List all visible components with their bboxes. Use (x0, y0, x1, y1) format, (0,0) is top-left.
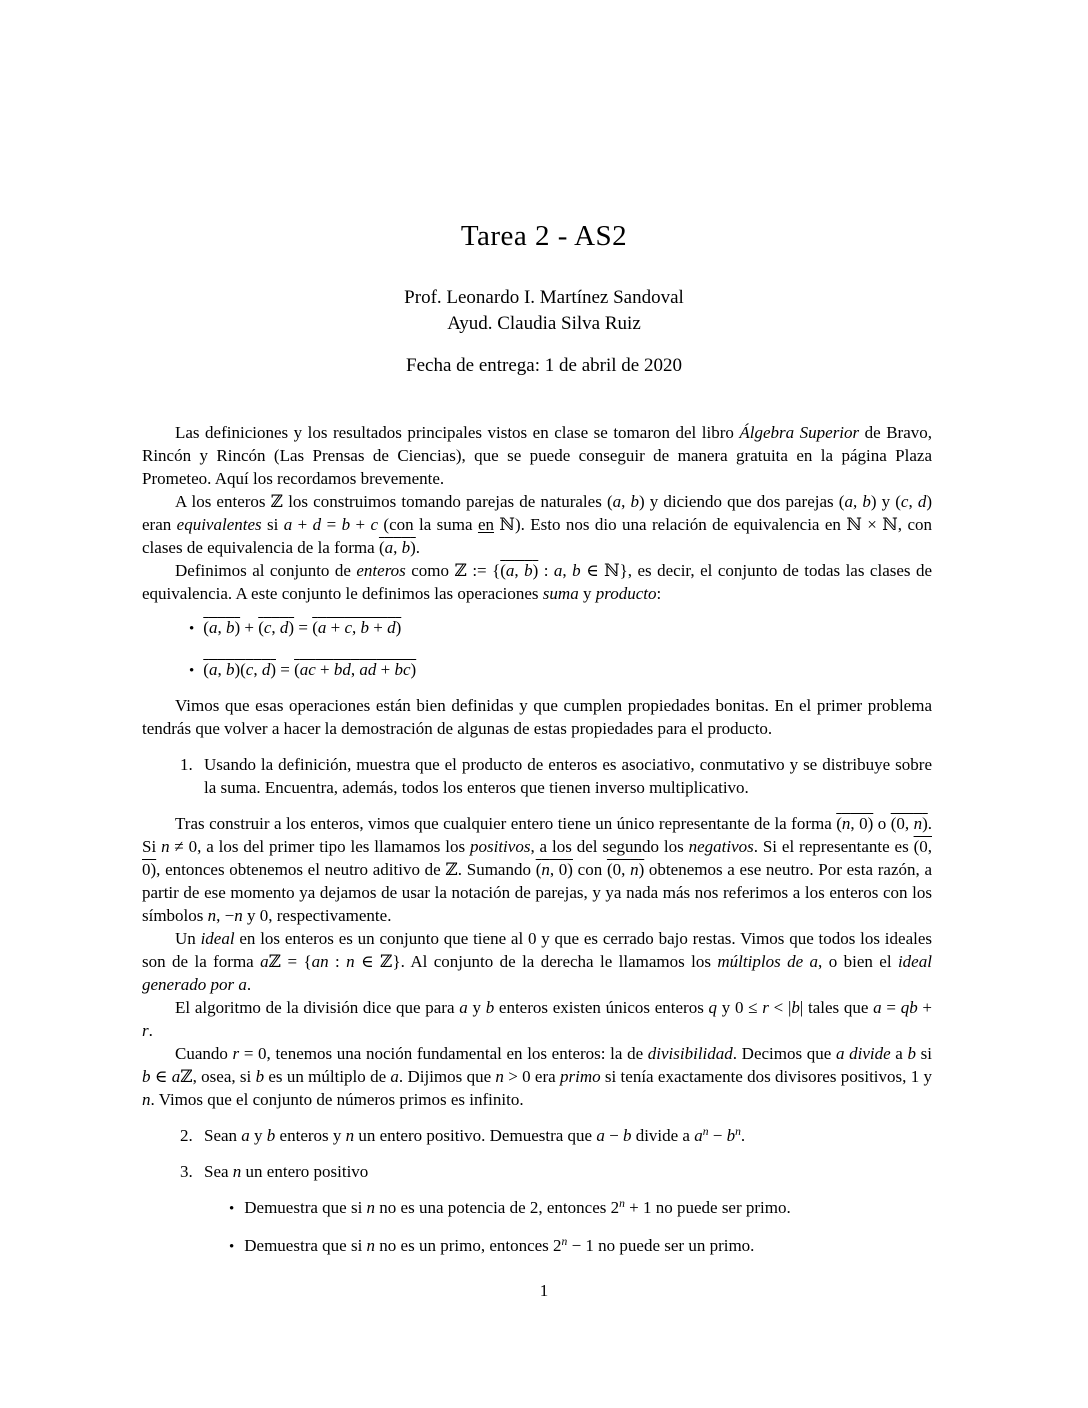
equation-item (142, 616, 932, 641)
document-header (0, 0, 1088, 379)
document-body (142, 421, 932, 1259)
paragraph: Tras construir a los enteros, vimos que cualquier entero tiene un único representante de la forma (n, 0) o (0, n). Si n ≠ 0, a los del primer tipo les llamamos los positivos, a los del segundo los negativos. Si el representante es (0, 0), entonces obtenemos el neutro aditivo de ℤ. Sumando (n, 0) con (0, n) obtenemos a ese neutro. Por esta razón, a partir de ese momento ya dejamos de usar la notación de parejas, y ya nada más nos referimos a los enteros con los símbolos n, −n y 0, respectivamente. (142, 814, 933, 925)
equation: (a, b)(c, d) = (ac + bd, ad + bc) (203, 660, 417, 679)
equation: (a, b) + (c, d) = (a + c, b + d) (203, 618, 402, 637)
author-block (0, 285, 1088, 337)
paragraph: Cuando r = 0, tenemos una noción fundamental en los enteros: la de divisibilidad. Decimos que a divide a b si b ∈ aℤ, osea, si b es un múltiplo de a. Dijimos que n > 0 era primo si tenía exactamente dos divisores positivos, 1 y n. Vimos que el conjunto de números primos es infinito. (142, 1044, 933, 1109)
problem-item (142, 1124, 932, 1147)
bullet-icon: • (229, 1201, 235, 1217)
paragraph: Las definiciones y los resultados principales vistos en clase se tomaron del libro Álgebra Superior de Bravo, Rincón y Rincón (Las Prensas de Ciencias), que se puede conseguir de manera gratuita en la página Plaza Prometeo. Aquí los recordamos brevemente. (142, 423, 932, 488)
problem-number: 2. (180, 1126, 193, 1145)
paragraph: Definimos al conjunto de enteros como ℤ := {(a, b) : a, b ∈ ℕ}, es decir, el conjunto de todas las clases de equivalencia. A este conjunto le definimos las operaciones suma y producto: (142, 561, 933, 603)
problem-text: Sean a y b enteros y n un entero positivo. Demuestra que a − b divide a $a^n - b^n$. (204, 1125, 746, 1145)
paragraph: Vimos que esas operaciones están bien definidas y que cumplen propiedades bonitas. En el primer problema tendrás que volver a hacer la demostración de algunas de estas propiedades para el producto. (142, 696, 932, 738)
sub-bullet-item (204, 1196, 932, 1221)
sub-bullet-item (204, 1234, 932, 1259)
problem-item (142, 753, 932, 799)
paragraph: Un ideal en los enteros es un conjunto que tiene al 0 y que es cerrado bajo restas. Vimos que todos los ideales son de la forma aℤ = {an : n ∈ ℤ}. Al conjunto de la derecha le llamamos los múltiplos de a, o bien el ideal generado por a. (142, 929, 932, 994)
bullet-icon: • (189, 621, 195, 637)
problem-number: 1. (180, 755, 193, 774)
problem-text: Usando la definición, muestra que el producto de enteros es asociativo, conmutativo y se distribuye sobre la suma. Encuentra, además, todos los enteros que tienen inverso multiplicativo. (204, 755, 932, 797)
equation-item (142, 658, 932, 683)
due-date: Fecha de entrega: 1 de abril de 2020 (406, 355, 682, 376)
problem-number: 3. (180, 1162, 193, 1181)
page-number: 1 (539, 1281, 549, 1300)
professor-line: Prof. Leonardo I. Martínez Sandoval (404, 287, 684, 308)
paragraph: A los enteros ℤ los construimos tomando parejas de naturales (a, b) y diciendo que dos parejas (a, b) y (c, d) eran equivalentes si a + d = b + c (con la suma en ℕ). Esto nos dio una relación de equivalencia en ℕ × ℕ, con clases de equivalencia de la forma (a, b). (142, 492, 933, 557)
problem-text: Sea n un entero positivo • Demuestra que si n no es una potencia de 2, entonces $2^n + 1$ no puede ser primo. • Demuestra que si n no es un primo, entonces $2^n - 1$ no puede ser un primo. (204, 1160, 932, 1259)
paragraph: El algoritmo de la división dice que para a y b enteros existen únicos enteros q y 0 ≤ r < |b| tales que a = qb + r. (142, 998, 933, 1040)
assistant-line: Ayud. Claudia Silva Ruiz (447, 313, 641, 334)
bullet-icon: • (229, 1239, 235, 1255)
sub-item-text: Demuestra que si n no es una potencia de 2, entonces $2^n + 1$ no puede ser primo. (244, 1197, 791, 1217)
sub-item-text: Demuestra que si n no es un primo, entonces $2^n - 1$ no puede ser un primo. (244, 1235, 755, 1255)
page-title: Tarea 2 - AS2 (460, 220, 628, 252)
problem-item (142, 1160, 932, 1259)
equation-list (142, 616, 932, 683)
bullet-icon: • (189, 663, 195, 679)
